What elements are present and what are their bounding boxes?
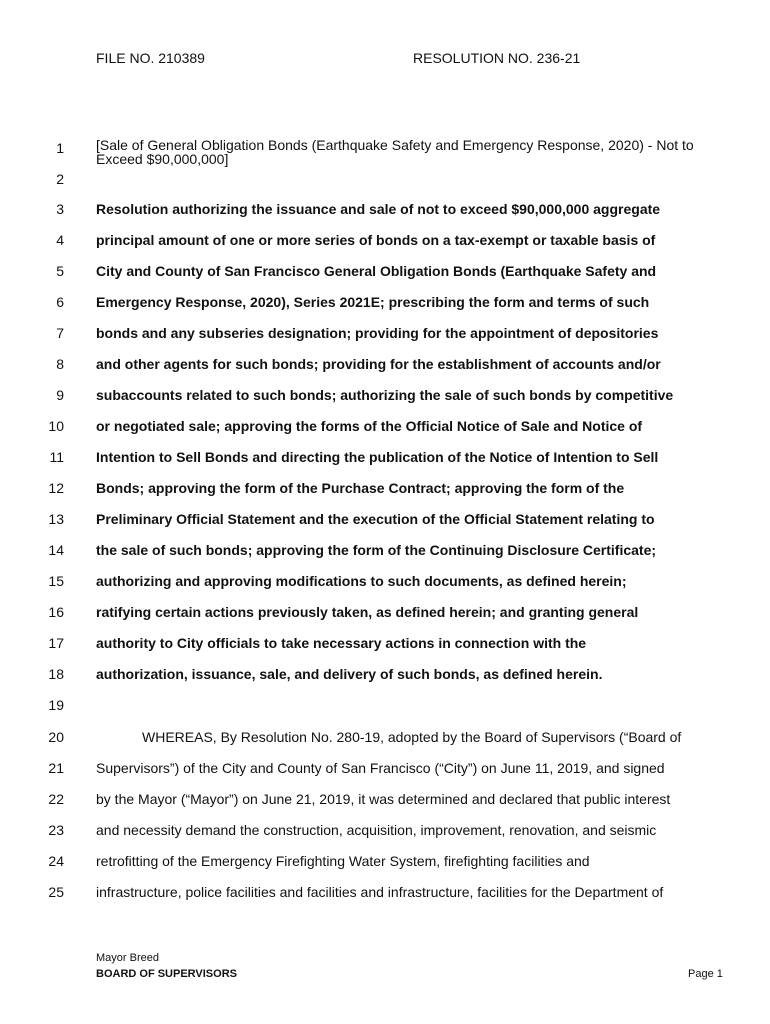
summary-line: authorization, issuance, sale, and delivery of such bonds, as defined herein. [96, 666, 603, 682]
resolution-title: [Sale of General Obligation Bonds (Earthquake Safety and Emergency Response, 2020) - Not to Exceed $90,000,000] [96, 137, 694, 167]
line-number: 7 [56, 325, 64, 341]
line-number: 2 [56, 171, 64, 187]
body-line: infrastructure, police facilities and facilities and infrastructure, facilities for the Department of [96, 884, 664, 900]
body-line: retrofitting of the Emergency Firefighting Water System, firefighting facilities and [96, 853, 590, 869]
summary-line: ratifying certain actions previously taken, as defined herein; and granting general [96, 604, 639, 620]
page-number: Page 1 [688, 968, 723, 980]
line-number: 20 [48, 729, 64, 745]
summary-line: or negotiated sale; approving the forms of the Official Notice of Sale and Notice of [96, 418, 643, 434]
line-number: 11 [49, 449, 64, 465]
line-number: 12 [48, 480, 64, 496]
summary-line: and other agents for such bonds; providing for the establishment of accounts and/or [96, 356, 661, 372]
summary-line: Resolution authorizing the issuance and sale of not to exceed $90,000,000 aggregate [96, 201, 661, 217]
summary-line: bonds and any subseries designation; providing for the appointment of depositories [96, 325, 659, 341]
line-number: 6 [56, 294, 64, 310]
summary-line: authority to City officials to take necessary actions in connection with the [96, 635, 587, 651]
summary-line: Bonds; approving the form of the Purchase Contract; approving the form of the [96, 480, 625, 496]
summary-line: City and County of San Francisco General Obligation Bonds (Earthquake Safety and [96, 263, 657, 279]
line-number: 9 [56, 387, 64, 403]
line-number: 17 [48, 635, 64, 651]
line-number: 15 [48, 573, 64, 589]
line-number: 18 [48, 666, 64, 682]
summary-line: principal amount of one or more series of bonds on a tax-exempt or taxable basis of [96, 232, 656, 248]
footer-sponsor: Mayor Breed [96, 952, 159, 964]
summary-line: Emergency Response, 2020), Series 2021E; prescribing the form and terms of such [96, 294, 650, 310]
resolution-number: RESOLUTION NO. 236-21 [413, 50, 581, 66]
line-number: 24 [48, 853, 64, 869]
file-number: FILE NO. 210389 [96, 50, 205, 66]
line-number: 22 [48, 791, 64, 807]
body-line: and necessity demand the construction, acquisition, improvement, renovation, and seismic [96, 822, 657, 838]
footer-board: BOARD OF SUPERVISORS [96, 968, 237, 980]
line-number: 10 [48, 418, 64, 434]
summary-line: Preliminary Official Statement and the execution of the Official Statement relating to [96, 511, 655, 527]
line-number: 19 [48, 697, 64, 713]
summary-line: subaccounts related to such bonds; authorizing the sale of such bonds by competitive [96, 387, 674, 403]
summary-line: the sale of such bonds; approving the form of the Continuing Disclosure Certificate; [96, 542, 657, 558]
body-line: WHEREAS, By Resolution No. 280-19, adopted by the Board of Supervisors (“Board of [142, 729, 682, 745]
summary-line: Intention to Sell Bonds and directing the publication of the Notice of Intention to Sell [96, 449, 659, 465]
line-number: 23 [48, 822, 64, 838]
line-number: 8 [56, 356, 64, 372]
line-number: 21 [48, 760, 64, 776]
line-number: 1 [56, 140, 64, 156]
body-line: by the Mayor (“Mayor”) on June 21, 2019, it was determined and declared that public interest [96, 791, 671, 807]
line-number: 5 [56, 263, 64, 279]
line-number: 14 [48, 542, 64, 558]
line-number: 4 [56, 232, 64, 248]
body-line: Supervisors”) of the City and County of San Francisco (“City”) on June 11, 2019, and signed [96, 760, 665, 776]
line-number: 25 [48, 884, 64, 900]
line-number: 16 [48, 604, 64, 620]
line-number: 3 [56, 201, 64, 217]
summary-line: authorizing and approving modifications to such documents, as defined herein; [96, 573, 627, 589]
line-number: 13 [48, 511, 64, 527]
